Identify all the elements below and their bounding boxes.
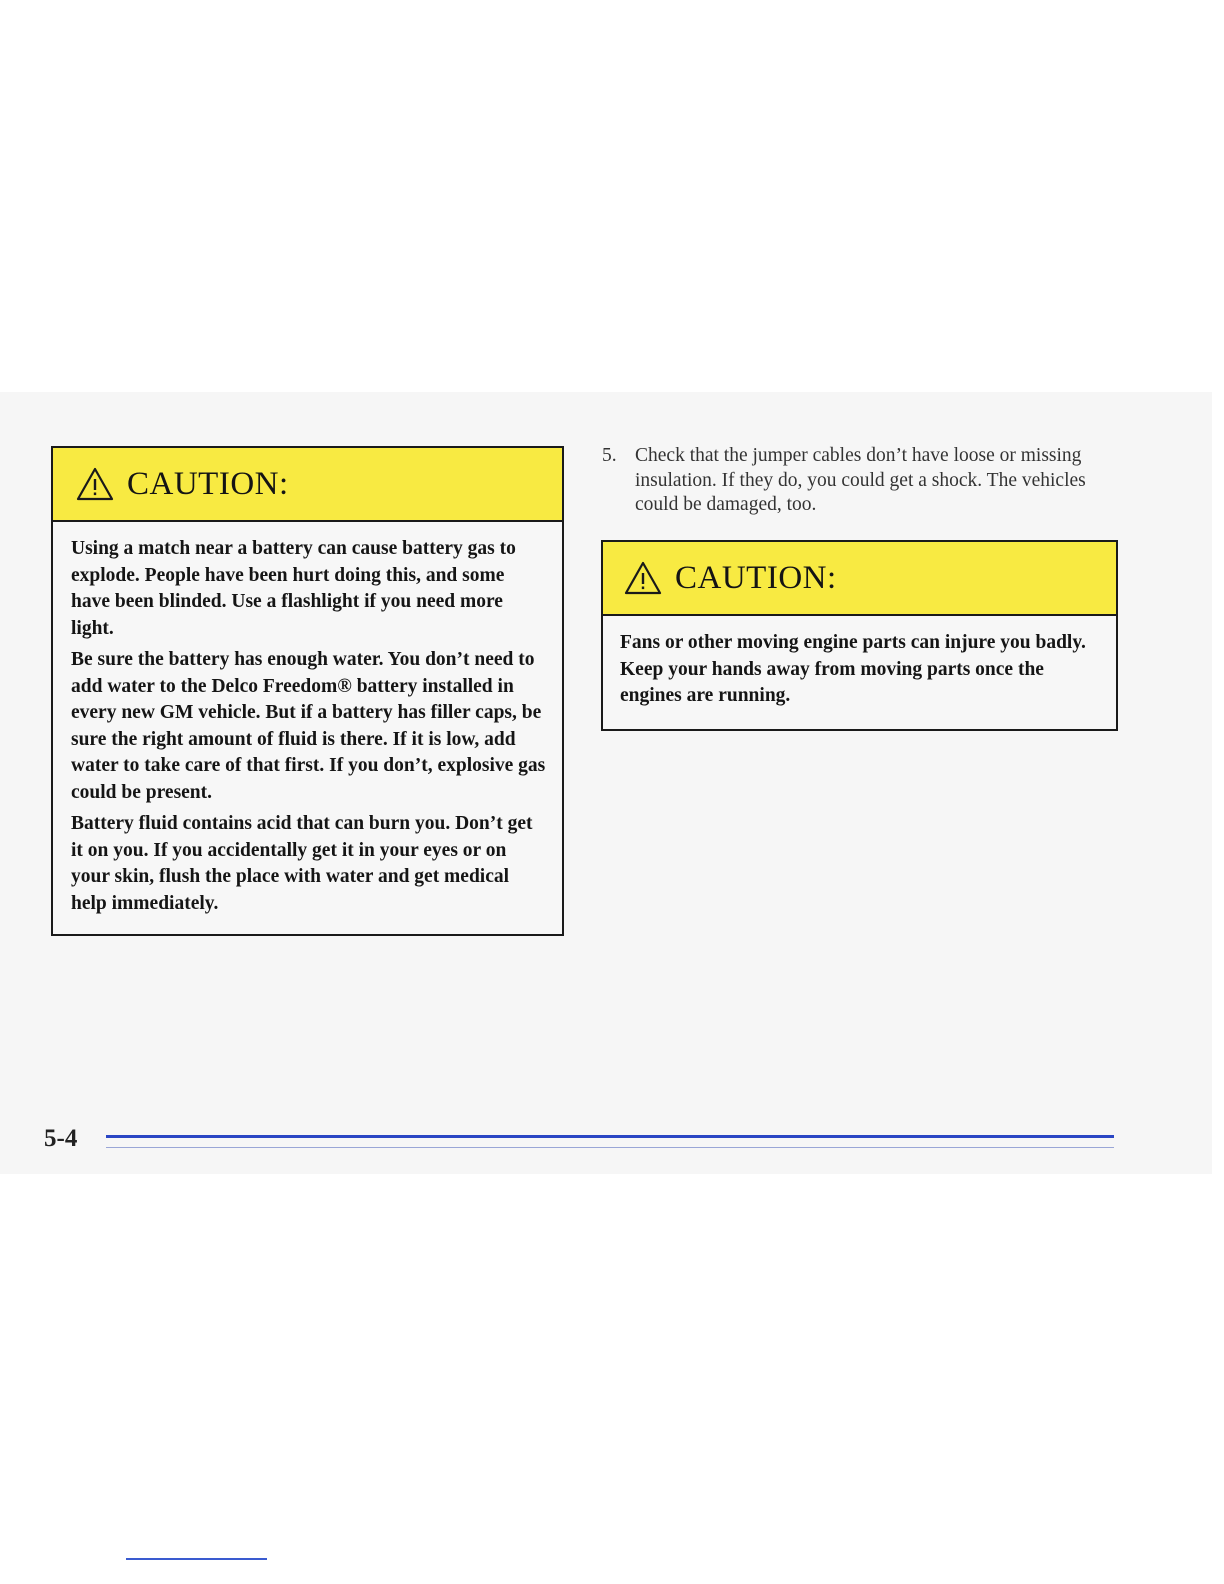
caution-box-battery <box>51 446 564 936</box>
caution-title: CAUTION: <box>675 559 837 596</box>
caution-box-fans <box>601 540 1118 731</box>
warning-triangle-icon <box>75 466 115 502</box>
footer-rule <box>106 1135 1114 1138</box>
step-text: Check that the jumper cables don’t have loose or missing insulation. If they do, you could get a shock. The vehicles could be damaged, too. <box>635 445 1086 515</box>
footer-rule-thin <box>106 1147 1114 1148</box>
caution-paragraph: Using a match near a battery can cause battery gas to explode. People have been hurt doing this, and some have been blinded. Use a flashlight if you need more light. <box>71 538 516 639</box>
caution-paragraph: Be sure the battery has enough water. You don’t need to add water to the Delco Freedom® battery installed in every new GM vehicle. But if a battery has filler caps, be sure the right amount of fluid is there. If it is low, add water to take care of that first. If you don’t, explosive gas could be present. <box>71 649 546 803</box>
caution-body <box>603 616 1116 710</box>
bottom-rule <box>126 1558 267 1560</box>
caution-body <box>53 522 562 917</box>
warning-triangle-icon <box>623 560 663 596</box>
step-number: 5. <box>602 445 617 466</box>
caution-paragraph: Battery fluid contains acid that can burn you. Don’t get it on you. If you accidentally get it in your eyes or on your skin, flush the place with water and get medical help immediately. <box>71 813 533 914</box>
caution-title: CAUTION: <box>127 465 289 502</box>
caution-paragraph: Fans or other moving engine parts can injure you badly. Keep your hands away from moving parts once the engines are running. <box>620 632 1086 706</box>
caution-header <box>53 448 562 522</box>
page-number: 5-4 <box>44 1125 78 1152</box>
caution-header <box>603 542 1116 616</box>
step-item <box>602 444 1102 518</box>
